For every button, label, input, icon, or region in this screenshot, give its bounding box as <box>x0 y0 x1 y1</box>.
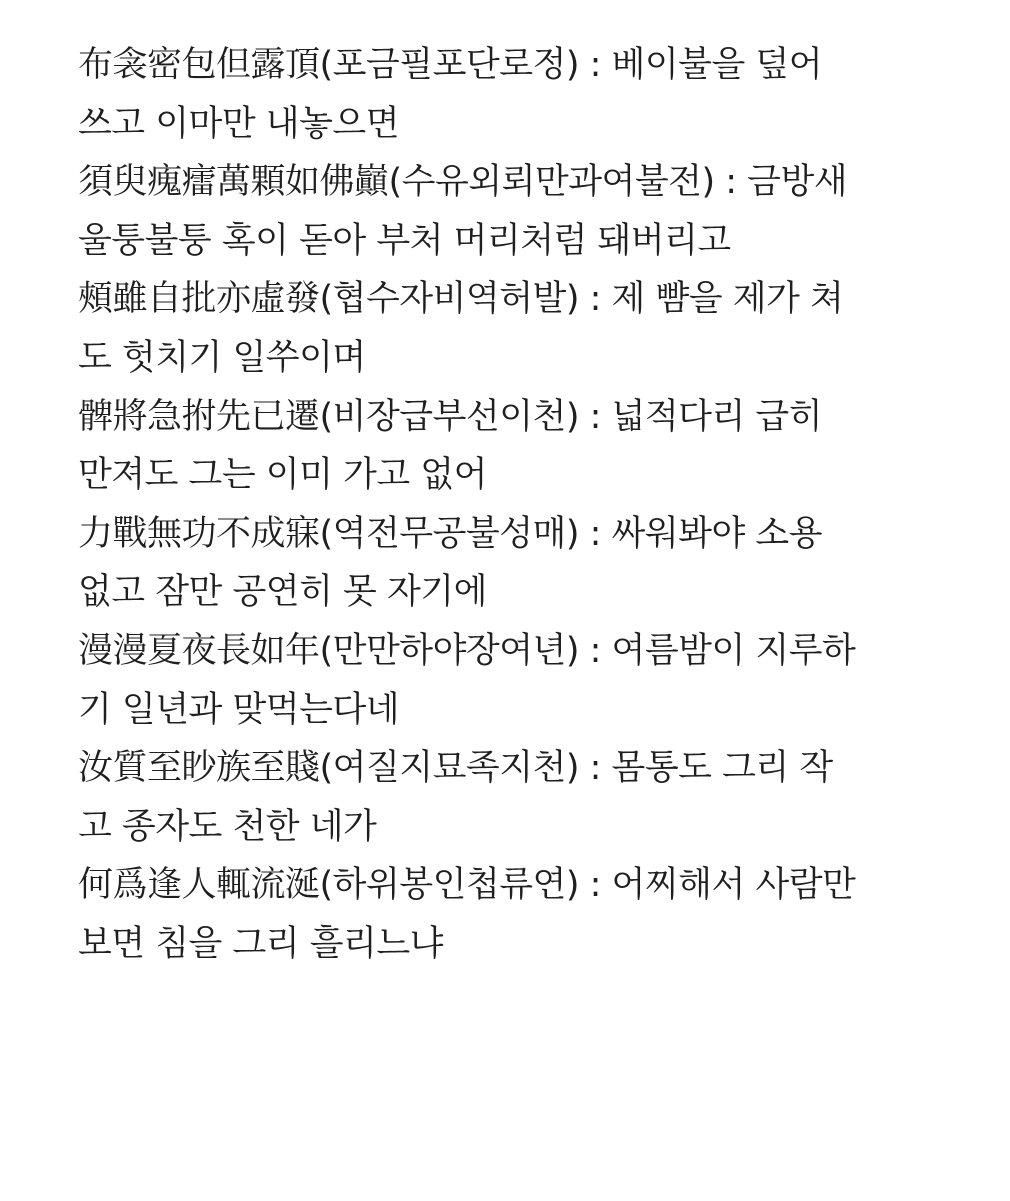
text-line: 도 헛치기 일쑤이며 <box>78 337 366 378</box>
text-line: 漫漫夏夜長如年(만만하야장여년) : 여름밤이 지루하 <box>78 630 856 671</box>
text-line: 汝質至眇族至賤(여질지묘족지천) : 몸통도 그리 작 <box>78 748 833 789</box>
text-line: 頰雖自批亦虛發(협수자비역허발) : 제 뺨을 제가 쳐 <box>78 279 844 320</box>
text-line: 髀將急拊先已遷(비장급부선이천) : 넓적다리 급히 <box>78 396 823 437</box>
text-line: 울퉁불퉁 혹이 돋아 부처 머리처럼 돼버리고 <box>78 220 731 261</box>
text-line: 쓰고 이마만 내놓으면 <box>78 103 400 144</box>
text-line: 없고 잠만 공연히 못 자기에 <box>78 572 487 613</box>
text-line: 만져도 그는 이미 가고 없어 <box>78 455 487 496</box>
poem-text <box>78 36 958 974</box>
text-line: 力戰無功不成寐(역전무공불성매) : 싸워봐야 소용 <box>78 513 823 554</box>
text-line: 고 종자도 천한 네가 <box>78 806 377 847</box>
text-line: 須臾瘣癗萬顆如佛巓(수유외뢰만과여불전) : 금방새 <box>78 162 848 203</box>
text-line: 보면 침을 그리 흘리느냐 <box>78 923 443 964</box>
text-line: 기 일년과 맞먹는다네 <box>78 689 400 730</box>
text-line: 布衾密包但露頂(포금필포단로정) : 베이불을 덮어 <box>78 45 823 85</box>
text-line: 何爲逢人輒流涎(하위봉인첩류연) : 어찌해서 사람만 <box>78 865 856 906</box>
